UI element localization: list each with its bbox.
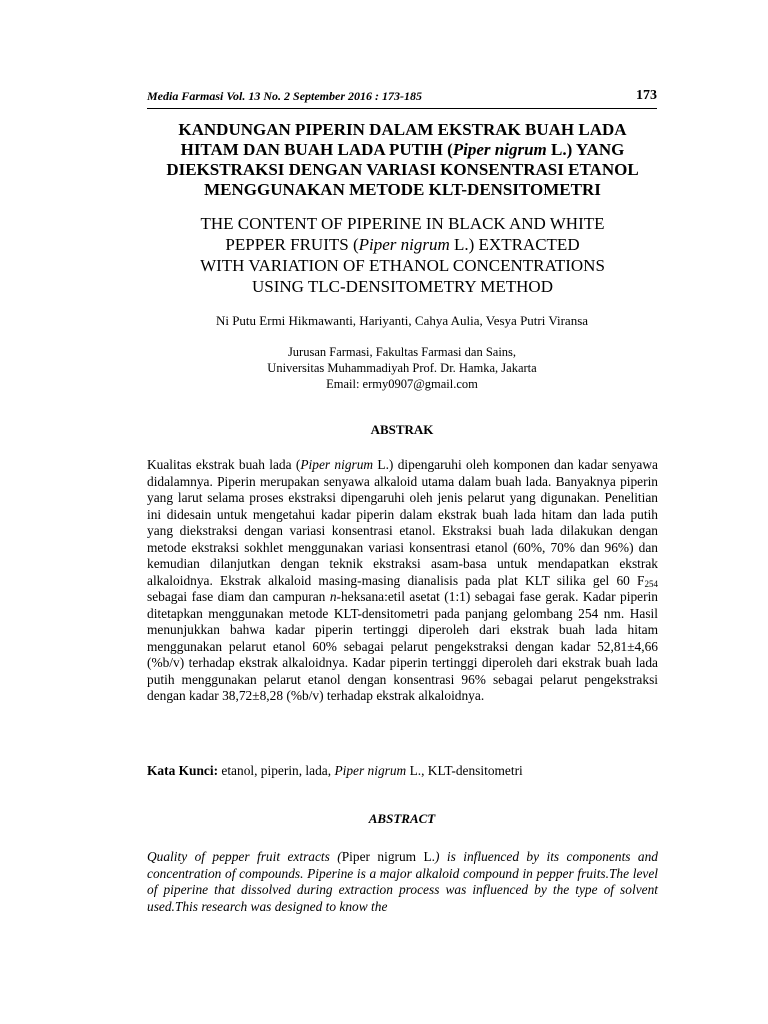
abstract-paragraph: Quality of pepper fruit extracts (Piper nigrum L.) is influenced by its components and concentration of compounds. Piperine is a major alkaloid compound in pepper fruits.The level of piperine that dissolved during extraction process was influenced by the type of solvent used.This research was designed to know the [147,849,658,914]
abstrak-paragraph: Kualitas ekstrak buah lada (Piper nigrum L.) dipengaruhi oleh komponen dan kadar senyawa didalamnya. Piperin merupakan senyawa alkaloid utama dalam buah lada. Banyaknya piperin yang larut selama proses ekstraksi dipengaruhi oleh jenis pelarut yang digunakan. Penelitian ini didesain untuk mengetahui kadar piperin dalam ekstrak buah lada hitam dan lada putih yang diekstraksi dengan variasi konsentrasi etanol. Ekstraksi buah lada dilakukan dengan metode ekstraksi sokhlet menggunakan variasi konsentrasi etanol (60%, 70% dan 96%) dan kemudian dilanjutkan dengan teknik ekstraksi asam-basa untuk mendapatkan ekstrak alkaloidnya. Ekstrak alkaloid masing-masing dianalisis pada plat KLT silika gel 60 $F_{254}$ sebagai fase diam dan campuran n-heksana:etil asetat (1:1) sebagai fase gerak. Kadar piperin ditetapkan menggunakan metode KLT-densitometri pada panjang gelombang 254 nm. Hasil menunjukkan bahwa kadar piperin tertinggi diperoleh dari ekstrak buah lada hitam menggunakan pelarut etanol 60% sebagai pelarut pengekstraksi dengan kadar 52,81±4,66 (%b/v) terhadap ekstrak alkaloidnya. Kadar piperin tertinggi diperoleh dari ekstrak buah lada putih menggunakan pelarut etanol dengan konsentrasi 96% sebagai pelarut pengekstraksi dengan kadar 38,72±8,28 (%b/v) terhadap ekstrak alkaloidnya. [147,457,658,703]
title-english [120,213,685,297]
title-indonesian [120,120,685,200]
title-id-line-1: KANDUNGAN PIPERIN DALAM EKSTRAK BUAH LADA [178,120,627,139]
abstract-heading: ABSTRACT [368,811,436,826]
keywords-label: Kata Kunci: [147,763,219,778]
title-id-line-2: HITAM DAN BUAH LADA PUTIH (Piper nigrum L.) YANG [180,140,625,159]
abstrak-heading: ABSTRAK [370,422,434,437]
species-name: Piper nigrum [341,849,417,864]
affiliation-department: Jurusan Farmasi, Fakultas Farmasi dan Sains, [287,345,517,359]
title-en-line-1: THE CONTENT OF PIPERINE IN BLACK AND WHITE [200,214,605,233]
author-list: Ni Putu Ermi Hikmawanti, Hariyanti, Cahya Aulia, Vesya Putri Viransa [215,313,589,328]
journal-citation: Media Farmasi Vol. 13 No. 2 September 2016 : 173-185 [147,89,422,103]
running-header [147,88,657,109]
title-en-line-2: PEPPER FRUITS (Piper nigrum L.) EXTRACTED [225,235,580,254]
subscript: 254 [644,578,658,589]
species-name: Piper nigrum [300,457,374,472]
affiliation-university: Universitas Muhammadiyah Prof. Dr. Hamka, Jakarta [267,361,537,375]
species-name: Piper nigrum [334,763,407,778]
title-en-line-3: WITH VARIATION OF ETHANOL CONCENTRATIONS [200,256,605,275]
italic-n: n [329,589,337,604]
title-id-line-4: MENGGUNAKAN METODE KLT-DENSITOMETRI [204,180,601,199]
keywords: Kata Kunci: etanol, piperin, lada, Piper nigrum L., KLT-densitometri [147,763,523,778]
author-email[interactable]: Email: ermy0907@gmail.com [326,377,478,391]
title-id-line-3: DIEKSTRAKSI DENGAN VARIASI KONSENTRASI ETANOL [166,160,639,179]
species-name: Piper nigrum [452,140,547,159]
title-en-line-4: USING TLC-DENSITOMETRY METHOD [252,277,553,296]
page-number: 173 [636,88,657,103]
affiliation [147,344,657,392]
species-name: Piper nigrum [358,235,450,254]
